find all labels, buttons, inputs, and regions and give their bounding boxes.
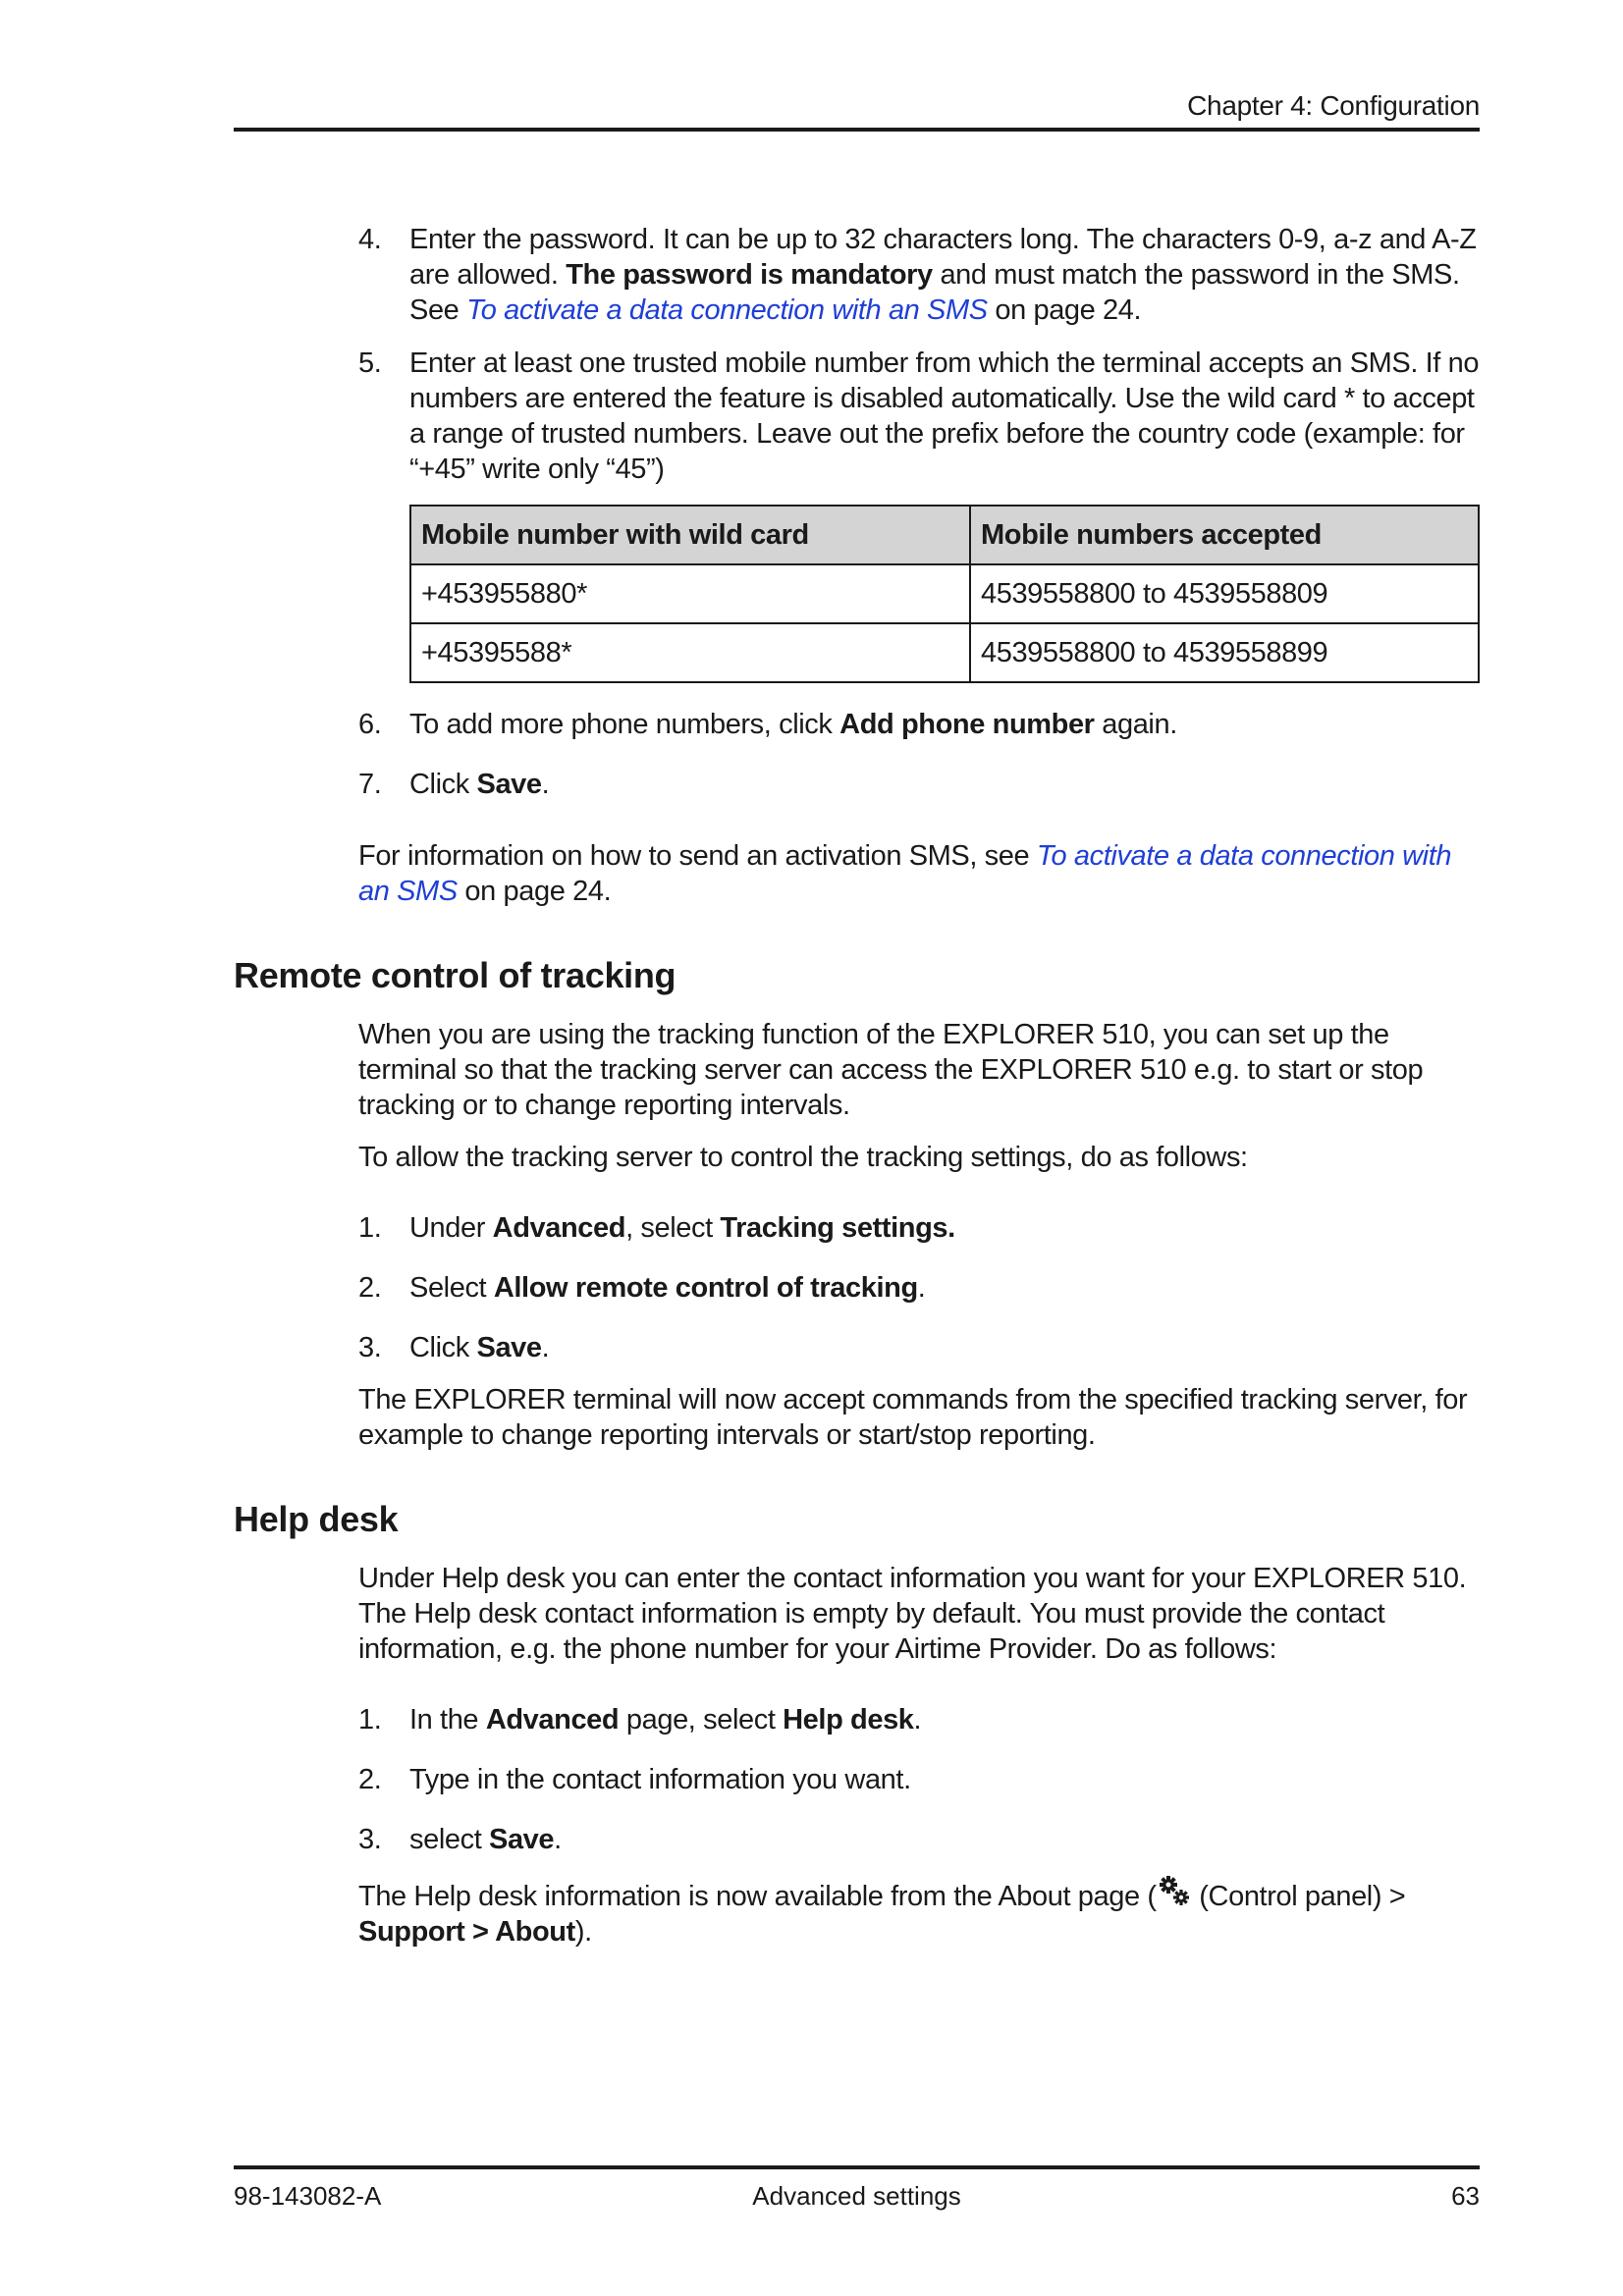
step-bold: Add phone number: [839, 709, 1095, 740]
step-4: [358, 222, 1480, 328]
step-number: 2.: [358, 1764, 382, 1795]
remote-step-2: [358, 1270, 1480, 1306]
footer-rule: [234, 2165, 1480, 2169]
cross-reference-link[interactable]: To activate a data connection with an SMS: [358, 840, 1452, 907]
step-text: , select: [625, 1212, 721, 1244]
step-number: 5.: [358, 347, 382, 379]
paragraph-text: on page 24.: [457, 876, 612, 907]
step-number: 1.: [358, 1212, 382, 1244]
help-intro-paragraph: Under Help desk you can enter the contact information you want for your EXPLORER 510. The Help desk contact information is empty by default. You must provide the contact information, e.g. the phone number for your Airtime Provider. Do as follows:: [358, 1563, 1467, 1665]
step-text: .: [554, 1824, 562, 1855]
step-bold: Allow remote control of tracking: [493, 1272, 918, 1304]
cross-reference-link[interactable]: To activate a data connection with an SMS: [466, 294, 988, 326]
step-number: 4.: [358, 224, 382, 255]
step-text: .: [913, 1704, 922, 1735]
help-step-1: [358, 1702, 1480, 1737]
page-content: [234, 222, 1480, 1949]
step-text: page, select: [619, 1704, 784, 1735]
help-result-paragraph: [358, 1874, 1480, 1949]
step-7: [358, 767, 1480, 802]
table-header-row: [410, 506, 1479, 564]
section-heading-remote-control: Remote control of tracking: [234, 955, 676, 995]
step-bold: Advanced: [485, 1704, 620, 1735]
wildcard-table: [409, 505, 1480, 683]
step-text: Click: [409, 769, 477, 800]
help-step-3: [358, 1822, 1480, 1857]
table-header: Mobile number with wild card: [410, 506, 970, 564]
paragraph-text: The Help desk information is now available from the About page (: [358, 1881, 1157, 1912]
step-text: Click: [409, 1332, 477, 1363]
page-number: 63: [1451, 2181, 1480, 2211]
step-text: on page 24.: [987, 294, 1142, 326]
paragraph-text: ).: [574, 1916, 592, 1948]
paragraph-text: For information on how to send an activation SMS, see: [358, 840, 1037, 872]
step-text: Select: [409, 1272, 494, 1304]
paragraph-text: (Control panel) >: [1191, 1881, 1406, 1912]
step-text: Enter the password. It can be up to 32 characters long. The characters 0-9, a-z and A-Z are allowed.: [409, 224, 1477, 291]
step-bold: Save: [489, 1824, 555, 1855]
document-number: 98-143082-A: [234, 2181, 382, 2211]
page-footer: [234, 2181, 1480, 2215]
table-header: Mobile numbers accepted: [970, 506, 1479, 564]
table-cell: +45395588*: [410, 623, 970, 682]
info-paragraph: [358, 838, 1480, 909]
step-number: 2.: [358, 1272, 382, 1304]
step-number: 3.: [358, 1332, 382, 1363]
step-text: In the: [409, 1704, 486, 1735]
step-bold: Advanced: [492, 1212, 626, 1244]
paragraph-bold: Support > About: [358, 1916, 575, 1948]
step-text: To add more phone numbers, click: [409, 709, 840, 740]
table-cell: +453955880*: [410, 564, 970, 623]
step-text: again.: [1094, 709, 1177, 740]
control-panel-icon: [1157, 1874, 1192, 1909]
step-bold: Save: [476, 1332, 542, 1363]
remote-step-3: [358, 1330, 1480, 1365]
step-bold: Save: [476, 769, 542, 800]
remote-result-paragraph: The EXPLORER terminal will now accept commands from the specified tracking server, for example to change reporting intervals or start/stop reporting.: [358, 1384, 1468, 1451]
remote-step-1: [358, 1210, 1480, 1246]
step-text: Type in the contact information you want.: [409, 1764, 911, 1795]
step-bold: Tracking settings.: [720, 1212, 955, 1244]
step-number: 7.: [358, 769, 382, 800]
step-text: .: [541, 1332, 550, 1363]
table-cell: 4539558800 to 4539558809: [970, 564, 1479, 623]
step-text: .: [917, 1272, 926, 1304]
section-heading-help-desk: Help desk: [234, 1499, 399, 1539]
step-text: .: [541, 769, 550, 800]
step-number: 1.: [358, 1704, 382, 1735]
step-text: Enter at least one trusted mobile number from which the terminal accepts an SMS. If no numbers are entered the feature is disabled automatically. Use the wild card * to accept a range of trusted numbers. Leave out the prefix before the country code (example: for “+45” write only “45”): [409, 347, 1480, 485]
remote-intro-paragraph: When you are using the tracking function of the EXPLORER 510, you can set up the terminal so that the tracking server can access the EXPLORER 510 e.g. to start or stop tracking or to change reporting intervals.: [358, 1019, 1424, 1121]
step-bold: Help desk: [783, 1704, 914, 1735]
step-5: [358, 346, 1480, 487]
footer-section-title: Advanced settings: [752, 2181, 961, 2211]
step-text: and must match the password in the SMS. See: [409, 259, 1460, 326]
step-number: 6.: [358, 709, 382, 740]
step-text: Under: [409, 1212, 493, 1244]
step-text: select: [409, 1824, 490, 1855]
step-number: 3.: [358, 1824, 382, 1855]
table-row: [410, 564, 1479, 623]
step-6: [358, 707, 1480, 742]
table-row: [410, 623, 1479, 682]
header-rule: [234, 128, 1480, 132]
help-step-2: [358, 1762, 1480, 1797]
chapter-title: Chapter 4: Configuration: [1187, 90, 1480, 121]
step-bold: The password is mandatory: [566, 259, 933, 291]
remote-instruction-paragraph: To allow the tracking server to control the tracking settings, do as follows:: [358, 1142, 1248, 1173]
table-cell: 4539558800 to 4539558899: [970, 623, 1479, 682]
